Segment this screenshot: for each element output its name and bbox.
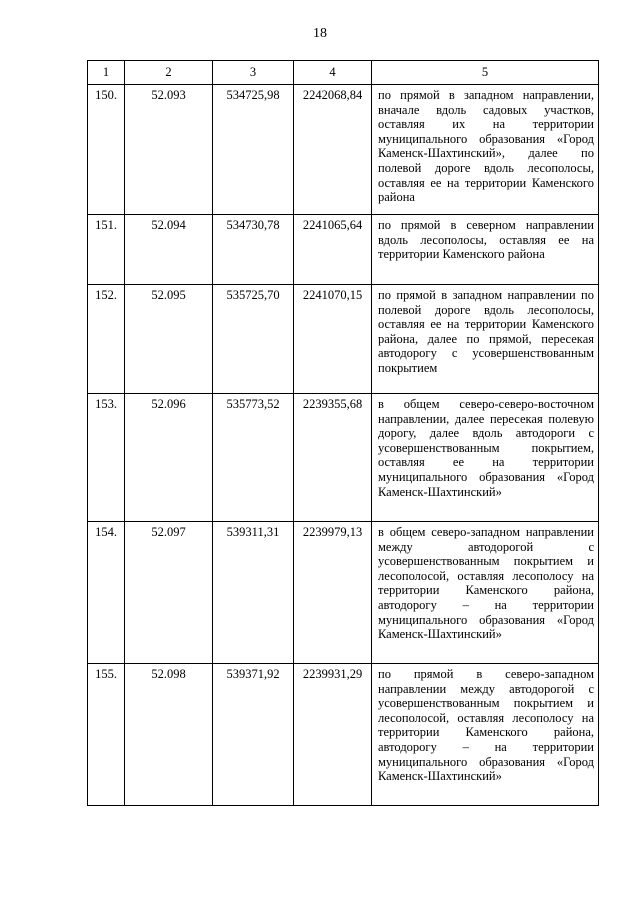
boundary-description: по прямой в западном направлении, вначале вдоль садовых участков, оставляя их на территории муниципального образования «Город Каменск-Шахтинский», далее по полевой дороге вдоль лесополосы, оставляя ее на территории Каменского района <box>372 85 599 215</box>
point-code: 52.094 <box>125 215 213 285</box>
table-row <box>88 285 599 394</box>
table-header-row <box>88 61 599 85</box>
coord-y: 2239355,68 <box>294 394 372 522</box>
row-number: 152. <box>88 285 125 394</box>
coord-x: 534730,78 <box>213 215 294 285</box>
point-code: 52.098 <box>125 664 213 806</box>
coord-y: 2239931,29 <box>294 664 372 806</box>
coord-x: 535725,70 <box>213 285 294 394</box>
header-cell-2: 2 <box>125 61 213 85</box>
coord-y: 2241070,15 <box>294 285 372 394</box>
table-row <box>88 394 599 522</box>
boundary-description: по прямой в северном направлении вдоль лесополосы, оставляя ее на территории Каменского района <box>372 215 599 285</box>
point-code: 52.095 <box>125 285 213 394</box>
boundary-table <box>87 60 599 806</box>
point-code: 52.096 <box>125 394 213 522</box>
header-cell-3: 3 <box>213 61 294 85</box>
coord-y: 2242068,84 <box>294 85 372 215</box>
coord-y: 2241065,64 <box>294 215 372 285</box>
header-cell-1: 1 <box>88 61 125 85</box>
row-number: 150. <box>88 85 125 215</box>
header-cell-4: 4 <box>294 61 372 85</box>
point-code: 52.097 <box>125 522 213 664</box>
row-number: 153. <box>88 394 125 522</box>
table-row <box>88 215 599 285</box>
header-cell-5: 5 <box>372 61 599 85</box>
coord-x: 535773,52 <box>213 394 294 522</box>
boundary-description: по прямой в северо-западном направлении между автодорогой с усовершенствованным покрытием и лесополосой, оставляя лесополосу на территории Каменского района, автодорогу – на территории муниципального образования «Город Каменск-Шахтинский» <box>372 664 599 806</box>
coord-x: 539311,31 <box>213 522 294 664</box>
boundary-description: в общем северо-западном направлении между автодорогой с усовершенствованным покрытием и лесополосой, оставляя лесополосу на территории Каменского района, автодорогу – на территории муниципального образования «Город Каменск-Шахтинский» <box>372 522 599 664</box>
table-row <box>88 85 599 215</box>
coord-y: 2239979,13 <box>294 522 372 664</box>
row-number: 155. <box>88 664 125 806</box>
row-number: 151. <box>88 215 125 285</box>
row-number: 154. <box>88 522 125 664</box>
page-number: 18 <box>313 26 327 41</box>
boundary-description: в общем северо-северо-восточном направлении, далее пересекая полевую дорогу, далее вдоль автодороги с усовершенствованным покрытием, оставляя ее на территории муниципального образования «Город Каменск-Шахтинский» <box>372 394 599 522</box>
point-code: 52.093 <box>125 85 213 215</box>
boundary-description: по прямой в западном направлении по полевой дороге вдоль лесополосы, оставляя ее на территории Каменского района, далее по прямой, пересекая автодорогу с усовершенствованным покрытием <box>372 285 599 394</box>
coord-x: 539371,92 <box>213 664 294 806</box>
table-row <box>88 522 599 664</box>
table-row <box>88 664 599 806</box>
coord-x: 534725,98 <box>213 85 294 215</box>
